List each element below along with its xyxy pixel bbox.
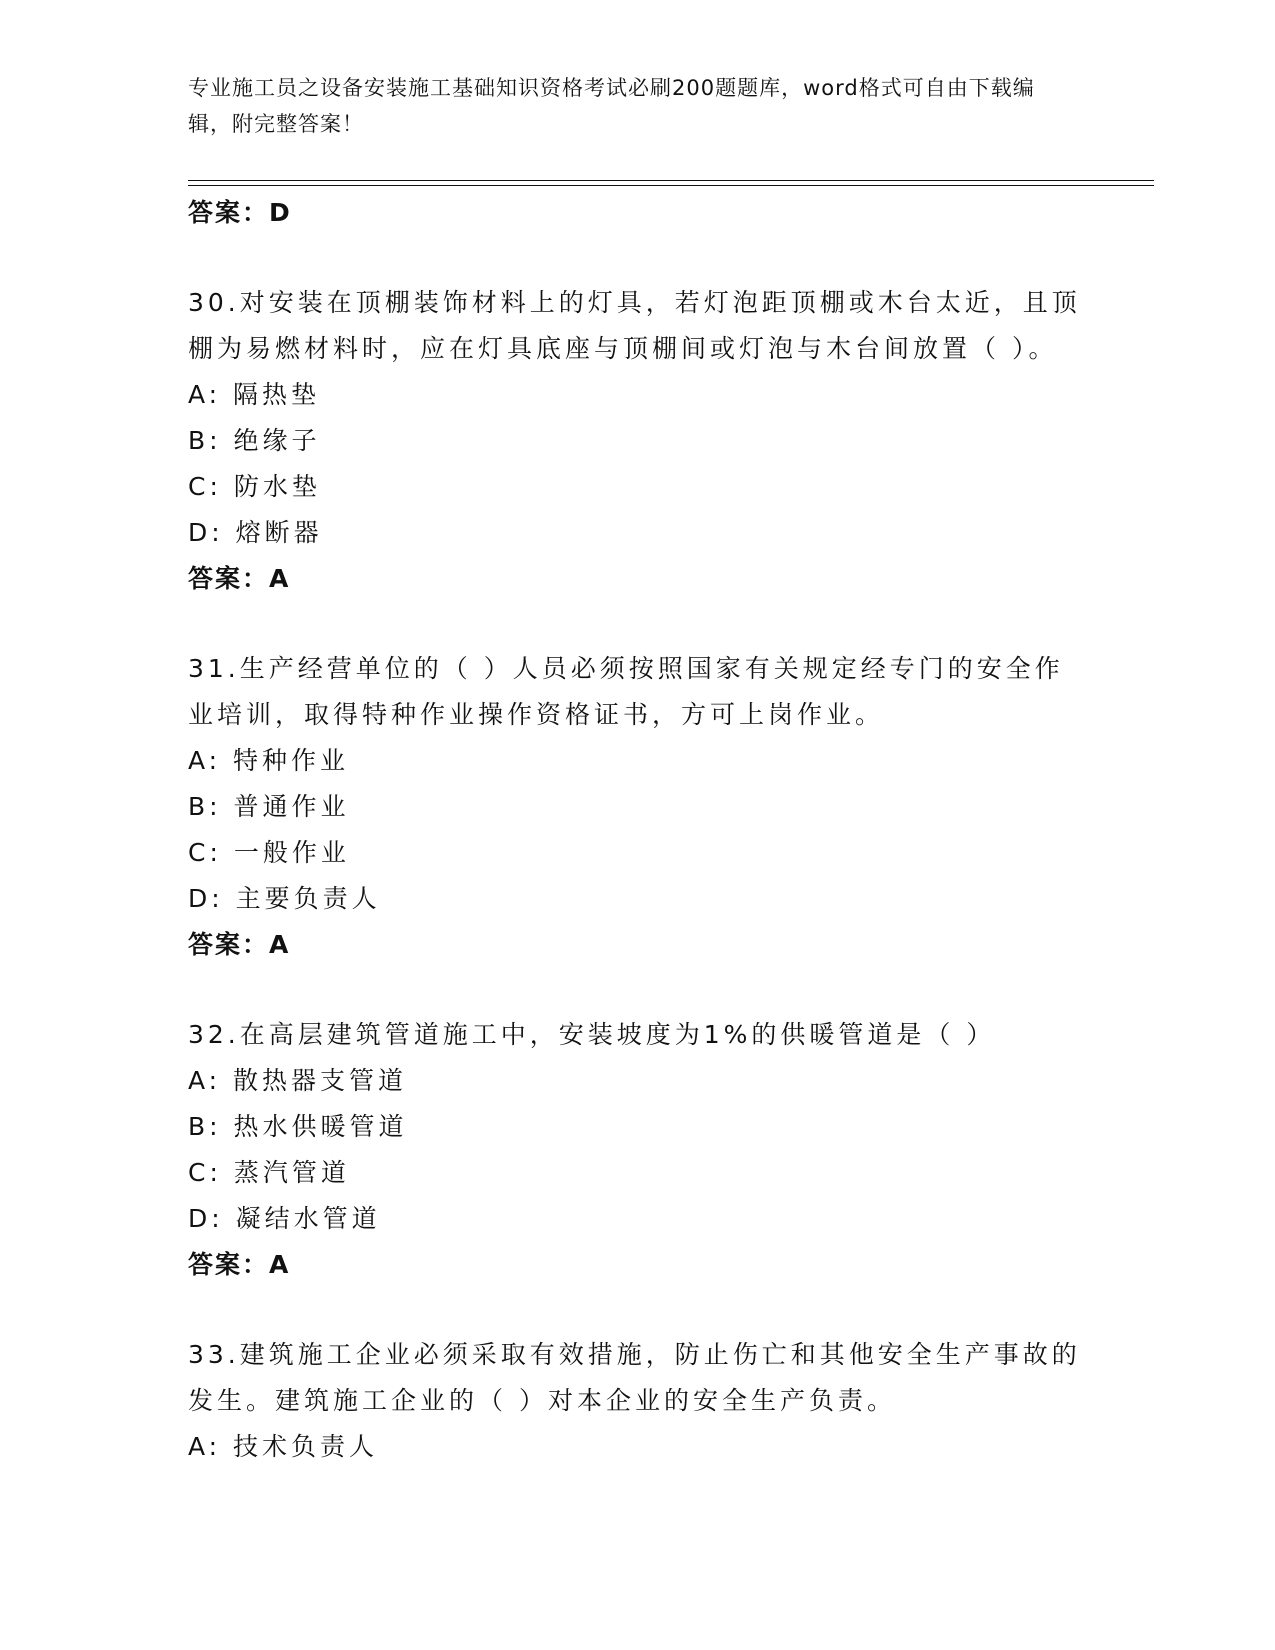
option-a: A: 散热器支管道 [188,1066,408,1095]
question-31 [188,646,1088,968]
option-b: B: 热水供暖管道 [188,1112,408,1141]
answer: 答案：A [188,564,291,593]
answer: 答案：A [188,930,291,959]
spacer [188,236,1088,280]
question-32 [188,1012,1088,1288]
question-list [188,190,1088,1470]
option-b: B: 普通作业 [188,792,350,821]
option-d: D: 凝结水管道 [188,1204,381,1233]
option-c: C: 一般作业 [188,838,350,867]
previous-answer: 答案：D [188,198,292,227]
question-stem-line: 31.生产经营单位的（ ）人员必须按照国家有关规定经专门的安全作 [188,654,1064,683]
question-stem-line: 33.建筑施工企业必须采取有效措施，防止伤亡和其他安全生产事故的 [188,1340,1081,1369]
option-d: D: 主要负责人 [188,884,381,913]
option-c: C: 蒸汽管道 [188,1158,350,1187]
question-33 [188,1332,1088,1470]
question-stem-line: 30.对安装在顶棚装饰材料上的灯具，若灯泡距顶棚或木台太近，且顶 [188,288,1081,317]
option-c: C: 防水垫 [188,472,321,501]
option-a: A: 特种作业 [188,746,350,775]
question-stem-line: 发生。建筑施工企业的（ ）对本企业的安全生产负责。 [188,1386,896,1415]
page-header [188,70,1068,142]
spacer [188,602,1088,646]
question-stem-line: 32.在高层建筑管道施工中，安装坡度为1%的供暖管道是（ ） [188,1020,996,1049]
answer: 答案：A [188,1250,291,1279]
option-a: A: 技术负责人 [188,1432,379,1461]
spacer [188,1288,1088,1332]
option-b: B: 绝缘子 [188,426,321,455]
question-stem-line: 棚为易燃材料时，应在灯具底座与顶棚间或灯泡与木台间放置（ ）。 [188,334,1058,363]
question-stem-line: 业培训，取得特种作业操作资格证书，方可上岗作业。 [188,700,885,729]
header-divider [188,180,1154,186]
spacer [188,968,1088,1012]
question-30 [188,280,1088,602]
option-d: D: 熔断器 [188,518,323,547]
option-a: A: 隔热垫 [188,380,321,409]
document-title: 专业施工员之设备安装施工基础知识资格考试必刷200题题库，word格式可自由下载编辑，附完整答案！ [188,76,1035,136]
